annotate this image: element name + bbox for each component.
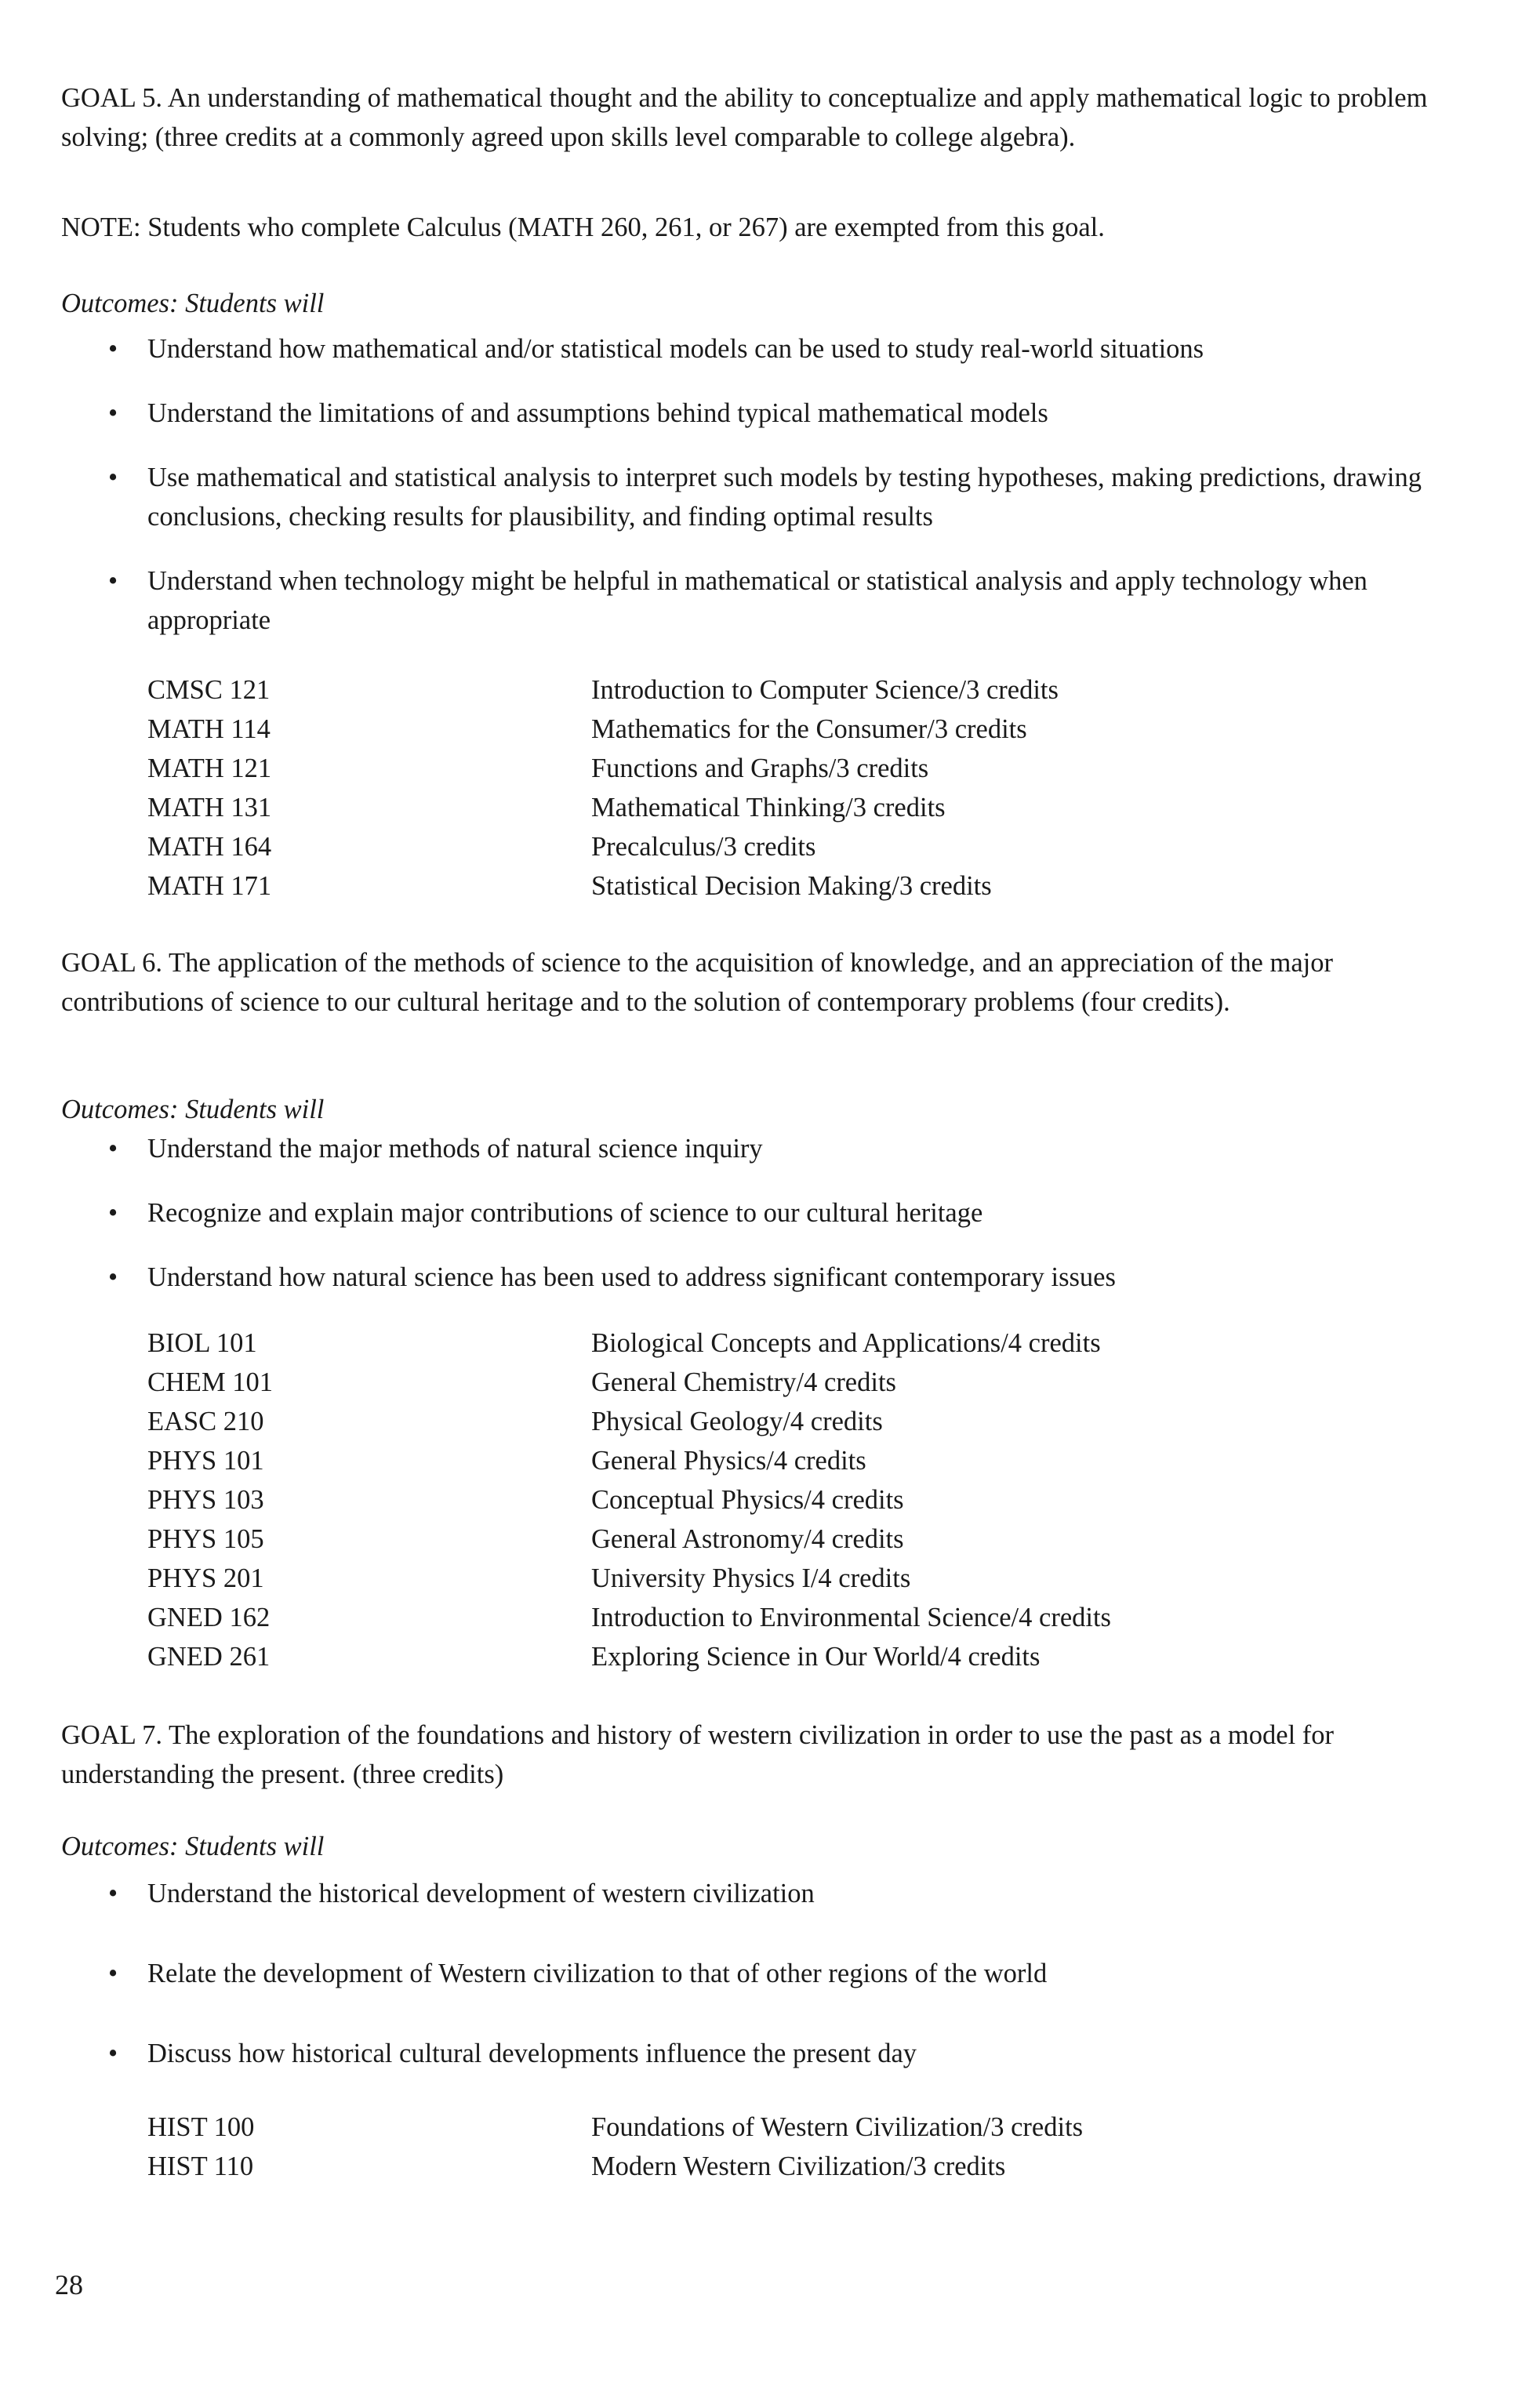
course-code: GNED 162	[147, 1603, 271, 1632]
course-title: University Physics I/4 credits	[591, 1563, 911, 1593]
table-row	[147, 749, 1059, 788]
goal-6-outcomes-label: Outcomes: Students will	[61, 1095, 325, 1124]
goal-6-outcomes-list	[61, 1129, 1473, 1297]
table-row	[147, 710, 1059, 749]
goal-7-heading: GOAL 7. The exploration of the foundations and history of western civilization in order to use the past as a model for understanding the present. (three credits)	[61, 1720, 1335, 1789]
course-code: CHEM 101	[147, 1367, 274, 1397]
goal-5-outcomes-label: Outcomes: Students will	[61, 289, 325, 318]
goal-6-heading: GOAL 6. The application of the methods of science to the acquisition of knowledge, and an appreciation of the major contributions of science to our cultural heritage and to the solution of contemporary problems (four credits).	[61, 948, 1333, 1017]
table-row	[147, 1480, 1111, 1520]
course-title: Mathematics for the Consumer/3 credits	[591, 714, 1027, 744]
table-row	[147, 670, 1059, 710]
list-item: • Understand how natural science has been used to address significant contemporary issues	[61, 1258, 1473, 1297]
course-title: General Physics/4 credits	[591, 1446, 866, 1476]
bullet-icon: •	[108, 1879, 118, 1908]
list-item: • Understand the limitations of and assumptions behind typical mathematical models	[61, 394, 1473, 433]
course-code: GNED 261	[147, 1642, 271, 1672]
goal-7-course-table	[147, 2108, 1083, 2186]
course-code: MATH 114	[147, 714, 271, 744]
table-row	[147, 827, 1059, 866]
course-code: CMSC 121	[147, 675, 271, 705]
list-item: • Recognize and explain major contributions of science to our cultural heritage	[61, 1193, 1473, 1233]
course-code: MATH 164	[147, 832, 272, 862]
course-code: HIST 100	[147, 2112, 255, 2142]
course-title: Mathematical Thinking/3 credits	[591, 793, 946, 822]
course-title: Introduction to Environmental Science/4 credits	[591, 1603, 1111, 1632]
course-title: Exploring Science in Our World/4 credits	[591, 1642, 1041, 1672]
bullet-icon: •	[108, 398, 118, 428]
list-item: • Understand the major methods of natural science inquiry	[61, 1129, 1473, 1168]
course-code: MATH 131	[147, 793, 272, 822]
goal-5-outcomes-list	[61, 329, 1473, 640]
course-code: EASC 210	[147, 1407, 264, 1436]
course-title: General Astronomy/4 credits	[591, 1524, 904, 1554]
list-item: • Understand how mathematical and/or statistical models can be used to study real-world situations	[61, 329, 1473, 369]
table-row	[147, 1324, 1111, 1363]
bullet-icon: •	[108, 2039, 118, 2068]
table-row	[147, 1402, 1111, 1441]
course-code: PHYS 201	[147, 1563, 264, 1593]
course-code: BIOL 101	[147, 1328, 257, 1358]
bullet-icon: •	[108, 566, 118, 596]
goal-5-heading: GOAL 5. An understanding of mathematical thought and the ability to conceptualize and apply mathematical logic to problem solving; (three credits at a commonly agreed upon skills level comparable to college algebra).	[61, 83, 1428, 152]
course-code: MATH 171	[147, 871, 272, 901]
course-title: Conceptual Physics/4 credits	[591, 1485, 904, 1515]
course-code: PHYS 105	[147, 1524, 264, 1554]
course-title: Statistical Decision Making/3 credits	[591, 871, 992, 901]
table-row	[147, 788, 1059, 827]
bullet-icon: •	[108, 1262, 118, 1292]
course-code: PHYS 103	[147, 1485, 264, 1515]
page-number: 28	[55, 2269, 83, 2300]
goal-5-note: NOTE: Students who complete Calculus (MATH 260, 261, or 267) are exempted from this goal.	[61, 212, 1105, 242]
course-title: Introduction to Computer Science/3 credits	[591, 675, 1059, 705]
table-row	[147, 866, 1059, 906]
goal-5-course-table	[147, 670, 1059, 906]
bullet-icon: •	[108, 1134, 118, 1164]
goal-7-outcomes-label: Outcomes: Students will	[61, 1832, 325, 1861]
list-item: • Understand when technology might be helpful in mathematical or statistical analysis and apply technology when appropriate	[61, 561, 1473, 640]
table-row	[147, 1520, 1111, 1559]
bullet-icon: •	[108, 334, 118, 364]
bullet-icon: •	[108, 1959, 118, 1988]
course-code: HIST 110	[147, 2151, 254, 2181]
course-title: Physical Geology/4 credits	[591, 1407, 883, 1436]
bullet-icon: •	[108, 1198, 118, 1228]
course-title: Precalculus/3 credits	[591, 832, 816, 862]
course-title: Biological Concepts and Applications/4 credits	[591, 1328, 1101, 1358]
table-row	[147, 1598, 1111, 1637]
course-title: Foundations of Western Civilization/3 credits	[591, 2112, 1084, 2142]
goal-6-course-table	[147, 1324, 1111, 1676]
list-item: • Relate the development of Western civilization to that of other regions of the world	[61, 1954, 1473, 1993]
course-title: Modern Western Civilization/3 credits	[591, 2151, 1006, 2181]
table-row	[147, 1559, 1111, 1598]
table-row	[147, 1363, 1111, 1402]
list-item: • Understand the historical development of western civilization	[61, 1874, 1473, 1913]
course-code: MATH 121	[147, 753, 272, 783]
table-row	[147, 1637, 1111, 1676]
list-item: • Use mathematical and statistical analysis to interpret such models by testing hypotheses, making predictions, drawing conclusions, checking results for plausibility, and finding optimal results	[61, 458, 1473, 536]
table-row	[147, 2147, 1083, 2186]
course-code: PHYS 101	[147, 1446, 264, 1476]
bullet-icon: •	[108, 463, 118, 492]
course-title: General Chemistry/4 credits	[591, 1367, 896, 1397]
table-row	[147, 2108, 1083, 2147]
course-title: Functions and Graphs/3 credits	[591, 753, 929, 783]
goal-7-outcomes-list	[61, 1874, 1473, 2073]
list-item: • Discuss how historical cultural developments influence the present day	[61, 2034, 1473, 2073]
table-row	[147, 1441, 1111, 1480]
